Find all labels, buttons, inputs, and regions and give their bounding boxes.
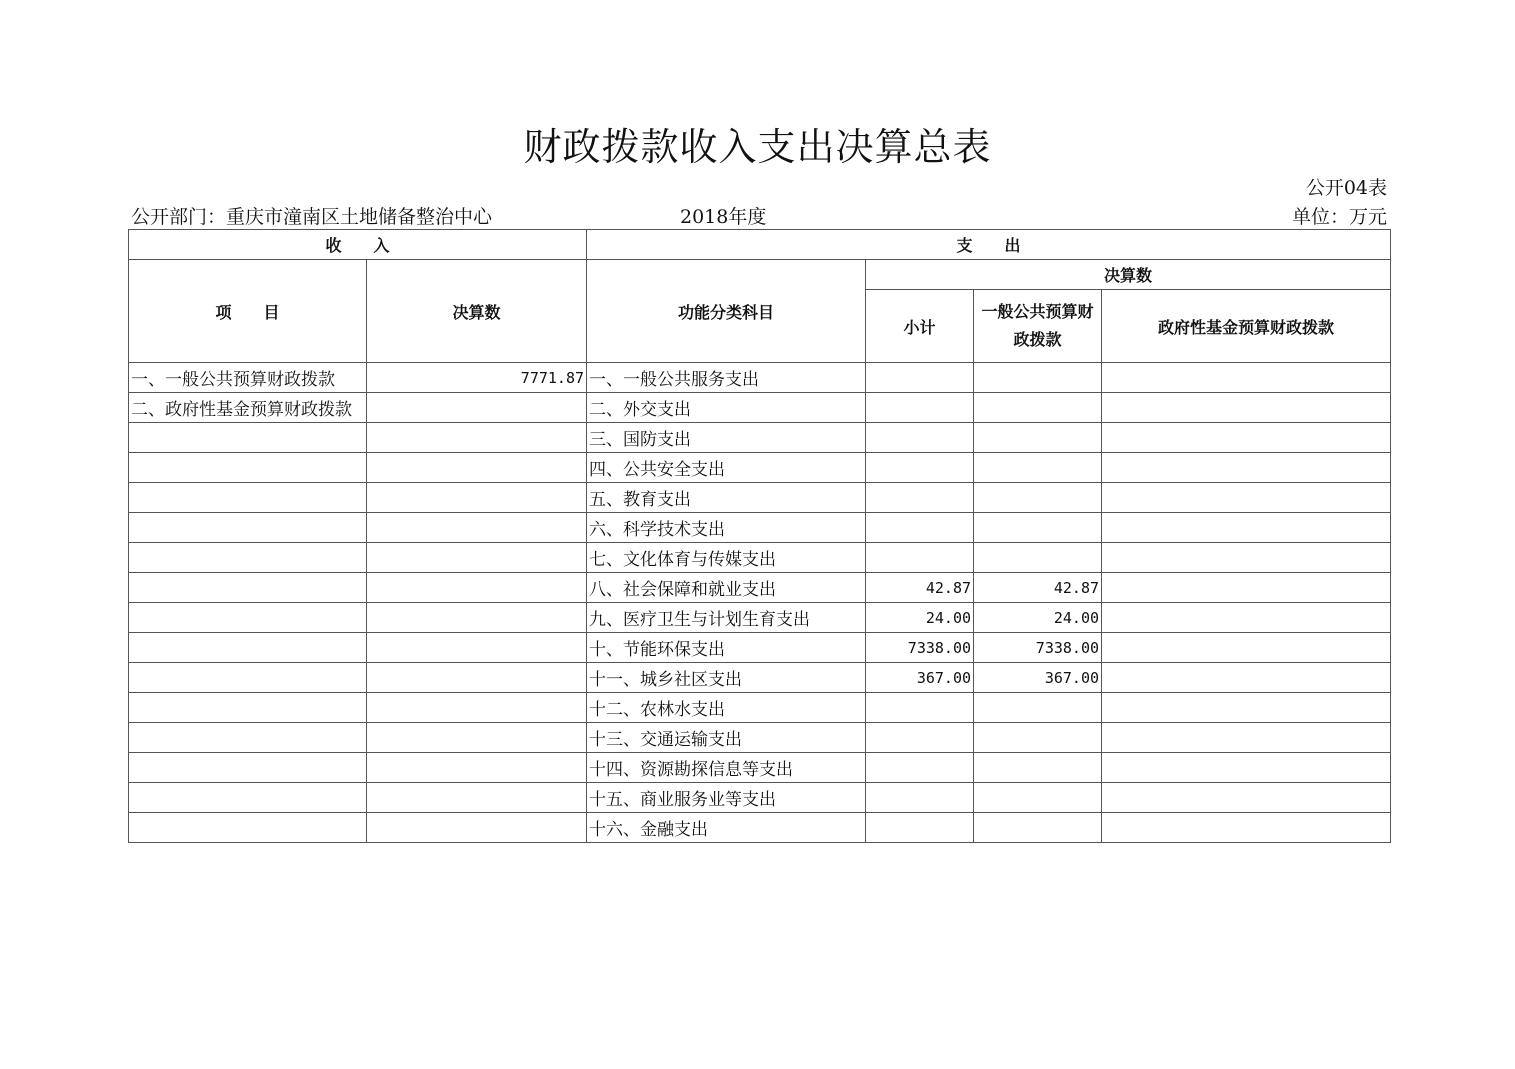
general-budget-cell: 42.87 <box>974 573 1102 603</box>
income-item-cell <box>129 513 367 543</box>
gov-fund-cell <box>1102 633 1391 663</box>
income-amount-cell <box>367 693 587 723</box>
subtotal-cell: 367.00 <box>866 663 974 693</box>
expense-item-cell: 十二、农林水支出 <box>587 693 866 723</box>
gov-fund-cell <box>1102 453 1391 483</box>
expense-item-cell: 十一、城乡社区支出 <box>587 663 866 693</box>
income-item-cell <box>129 573 367 603</box>
income-amount-cell <box>367 453 587 483</box>
table-row <box>129 723 1391 753</box>
income-amount-cell <box>367 393 587 423</box>
income-item-cell <box>129 783 367 813</box>
subtotal-cell: 24.00 <box>866 603 974 633</box>
subtotal-header: 小计 <box>866 290 974 363</box>
subtotal-cell <box>866 423 974 453</box>
general-budget-cell <box>974 783 1102 813</box>
table-row <box>129 813 1391 843</box>
gov-fund-cell <box>1102 603 1391 633</box>
general-budget-cell <box>974 813 1102 843</box>
subtotal-cell <box>866 453 974 483</box>
general-budget-header: 一般公共预算财政拨款 <box>974 290 1102 363</box>
general-budget-cell <box>974 723 1102 753</box>
subtotal-cell <box>866 513 974 543</box>
page-title: 财政拨款收入支出决算总表 <box>523 125 992 169</box>
general-budget-cell <box>974 423 1102 453</box>
income-item-cell: 二、政府性基金预算财政拨款 <box>129 393 367 423</box>
income-item-cell <box>129 603 367 633</box>
income-item-cell <box>129 633 367 663</box>
table-row <box>129 753 1391 783</box>
income-item-cell <box>129 753 367 783</box>
income-item-cell <box>129 663 367 693</box>
income-item-cell <box>129 453 367 483</box>
table-row <box>129 663 1391 693</box>
gov-fund-cell <box>1102 483 1391 513</box>
general-budget-cell <box>974 483 1102 513</box>
expense-item-cell: 八、社会保障和就业支出 <box>587 573 866 603</box>
income-amount-cell <box>367 813 587 843</box>
amount-header: 决算数 <box>367 260 587 363</box>
table-row <box>129 603 1391 633</box>
income-amount-cell <box>367 573 587 603</box>
subtotal-cell <box>866 783 974 813</box>
income-amount-cell <box>367 543 587 573</box>
income-amount-cell <box>367 423 587 453</box>
expense-item-cell: 十四、资源勘探信息等支出 <box>587 753 866 783</box>
income-amount-cell <box>367 483 587 513</box>
expense-item-cell: 二、外交支出 <box>587 393 866 423</box>
expense-item-cell: 十六、金融支出 <box>587 813 866 843</box>
expense-item-cell: 十三、交通运输支出 <box>587 723 866 753</box>
table-row <box>129 393 1391 423</box>
expense-item-cell: 四、公共安全支出 <box>587 453 866 483</box>
income-amount-cell: 7771.87 <box>367 363 587 393</box>
expense-item-cell: 一、一般公共服务支出 <box>587 363 866 393</box>
income-amount-cell <box>367 723 587 753</box>
subtotal-cell <box>866 723 974 753</box>
general-budget-cell <box>974 393 1102 423</box>
expense-item-cell: 七、文化体育与传媒支出 <box>587 543 866 573</box>
year-label: 2018年度 <box>680 206 767 228</box>
gov-fund-cell <box>1102 363 1391 393</box>
gov-fund-cell <box>1102 663 1391 693</box>
general-budget-cell <box>974 363 1102 393</box>
expense-item-cell: 九、医疗卫生与计划生育支出 <box>587 603 866 633</box>
table-row <box>129 423 1391 453</box>
income-amount-cell <box>367 663 587 693</box>
expense-header: 支 出 <box>587 230 1391 260</box>
income-item-cell: 一、一般公共预算财政拨款 <box>129 363 367 393</box>
gov-fund-cell <box>1102 723 1391 753</box>
table-row <box>129 633 1391 663</box>
table-row <box>129 513 1391 543</box>
income-header: 收 入 <box>129 230 587 260</box>
item-header: 项 目 <box>129 260 367 363</box>
func-subject-header: 功能分类科目 <box>587 260 866 363</box>
general-budget-cell <box>974 753 1102 783</box>
income-item-cell <box>129 723 367 753</box>
expense-item-cell: 五、教育支出 <box>587 483 866 513</box>
income-item-cell <box>129 813 367 843</box>
unit-label: 单位：万元 <box>1291 206 1387 228</box>
income-item-cell <box>129 483 367 513</box>
income-amount-cell <box>367 513 587 543</box>
gov-fund-cell <box>1102 783 1391 813</box>
gov-fund-cell <box>1102 573 1391 603</box>
income-amount-cell <box>367 633 587 663</box>
department-label: 公开部门：重庆市潼南区土地储备整治中心 <box>131 206 493 228</box>
gov-fund-cell <box>1102 423 1391 453</box>
income-item-cell <box>129 543 367 573</box>
income-amount-cell <box>367 603 587 633</box>
subtotal-cell <box>866 813 974 843</box>
table-row <box>129 483 1391 513</box>
table-row <box>129 783 1391 813</box>
expense-item-cell: 三、国防支出 <box>587 423 866 453</box>
income-item-cell <box>129 693 367 723</box>
income-amount-cell <box>367 783 587 813</box>
expense-item-cell: 十五、商业服务业等支出 <box>587 783 866 813</box>
income-item-cell <box>129 423 367 453</box>
subtotal-cell <box>866 543 974 573</box>
subtotal-cell: 7338.00 <box>866 633 974 663</box>
general-budget-cell <box>974 543 1102 573</box>
general-budget-cell: 367.00 <box>974 663 1102 693</box>
general-budget-cell: 24.00 <box>974 603 1102 633</box>
subtotal-cell <box>866 393 974 423</box>
general-budget-cell <box>974 453 1102 483</box>
general-budget-cell <box>974 693 1102 723</box>
gov-fund-cell <box>1102 513 1391 543</box>
subtotal-cell <box>866 753 974 783</box>
final-amount-header: 决算数 <box>866 260 1391 290</box>
subtotal-cell <box>866 363 974 393</box>
form-number: 公开04表 <box>1305 177 1387 199</box>
table-row <box>129 363 1391 393</box>
gov-fund-cell <box>1102 393 1391 423</box>
gov-fund-cell <box>1102 813 1391 843</box>
expense-item-cell: 十、节能环保支出 <box>587 633 866 663</box>
table-row <box>129 573 1391 603</box>
gov-fund-cell <box>1102 753 1391 783</box>
subtotal-cell <box>866 483 974 513</box>
gov-fund-cell <box>1102 543 1391 573</box>
gov-fund-header: 政府性基金预算财政拨款 <box>1102 290 1391 363</box>
table-row <box>129 453 1391 483</box>
income-amount-cell <box>367 753 587 783</box>
gov-fund-cell <box>1102 693 1391 723</box>
general-budget-cell <box>974 513 1102 543</box>
subtotal-cell <box>866 693 974 723</box>
table-row <box>129 693 1391 723</box>
budget-table <box>128 229 1391 843</box>
table-row <box>129 543 1391 573</box>
general-budget-cell: 7338.00 <box>974 633 1102 663</box>
expense-item-cell: 六、科学技术支出 <box>587 513 866 543</box>
subtotal-cell: 42.87 <box>866 573 974 603</box>
